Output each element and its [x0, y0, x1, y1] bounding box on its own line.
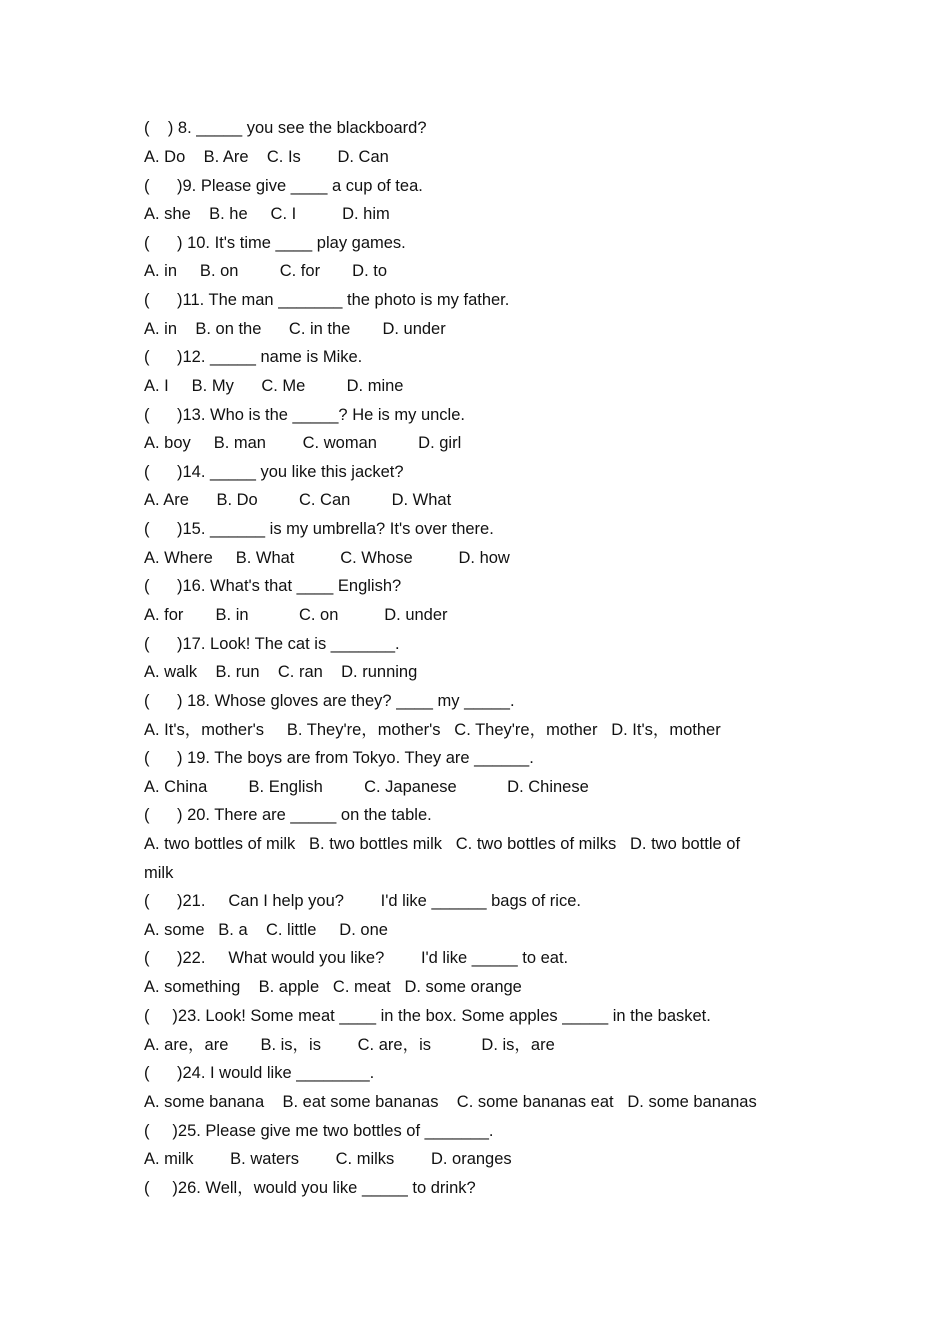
question-26: ( )26. Well，would you like _____ to drink?	[144, 1179, 476, 1197]
question-8: ( ) 8. _____ you see the blackboard?	[144, 119, 427, 137]
options-14: A. Are B. Do C. Can D. What	[144, 491, 452, 509]
options-9: A. she B. he C. I D. him	[144, 205, 390, 223]
options-21: A. some B. a C. little D. one	[144, 921, 388, 939]
question-25: ( )25. Please give me two bottles of _______.	[144, 1122, 494, 1140]
options-24: A. some banana B. eat some bananas C. some bananas eat D. some bananas	[144, 1093, 757, 1111]
options-16: A. for B. in C. on D. under	[144, 606, 448, 624]
question-15: ( )15. ______ is my umbrella? It's over there.	[144, 520, 494, 538]
question-22: ( )22. What would you like? I'd like _____ to eat.	[144, 949, 569, 967]
question-13: ( )13. Who is the _____? He is my uncle.	[144, 406, 465, 424]
options-17: A. walk B. run C. ran D. running	[144, 663, 418, 681]
options-22: A. something B. apple C. meat D. some orange	[144, 978, 522, 996]
question-20: ( ) 20. There are _____ on the table.	[144, 806, 432, 824]
question-12: ( )12. _____ name is Mike.	[144, 348, 363, 366]
options-8: A. Do B. Are C. Is D. Can	[144, 148, 389, 166]
question-24: ( )24. I would like ________.	[144, 1064, 375, 1082]
question-19: ( ) 19. The boys are from Tokyo. They are ______.	[144, 749, 534, 767]
options-20: A. two bottles of milk B. two bottles milk C. two bottles of milks D. two bottle of	[144, 835, 741, 853]
options-25: A. milk B. waters C. milks D. oranges	[144, 1150, 512, 1168]
question-9: ( )9. Please give ____ a cup of tea.	[144, 177, 423, 195]
question-17: ( )17. Look! The cat is _______.	[144, 635, 400, 653]
options-23: A. are，are B. is，is C. are，is D. is，are	[144, 1036, 555, 1054]
question-11: ( )11. The man _______ the photo is my father.	[144, 291, 510, 309]
options-13: A. boy B. man C. woman D. girl	[144, 434, 462, 452]
question-14: ( )14. _____ you like this jacket?	[144, 463, 404, 481]
options-19: A. China B. English C. Japanese D. Chinese	[144, 778, 589, 796]
question-16: ( )16. What's that ____ English?	[144, 577, 402, 595]
question-18: ( ) 18. Whose gloves are they? ____ my _____.	[144, 692, 515, 710]
options-18: A. It's，mother's B. They're，mother's C. They're，mother D. It's，mother	[144, 721, 721, 739]
options-11: A. in B. on the C. in the D. under	[144, 320, 446, 338]
options-12: A. I B. My C. Me D. mine	[144, 377, 404, 395]
options-15: A. Where B. What C. Whose D. how	[144, 549, 510, 567]
question-10: ( ) 10. It's time ____ play games.	[144, 234, 406, 252]
question-21: ( )21. Can I help you? I'd like ______ bags of rice.	[144, 892, 581, 910]
question-23: ( )23. Look! Some meat ____ in the box. Some apples _____ in the basket.	[144, 1007, 711, 1025]
options-10: A. in B. on C. for D. to	[144, 262, 387, 280]
options-20-continued: milk	[144, 864, 174, 882]
